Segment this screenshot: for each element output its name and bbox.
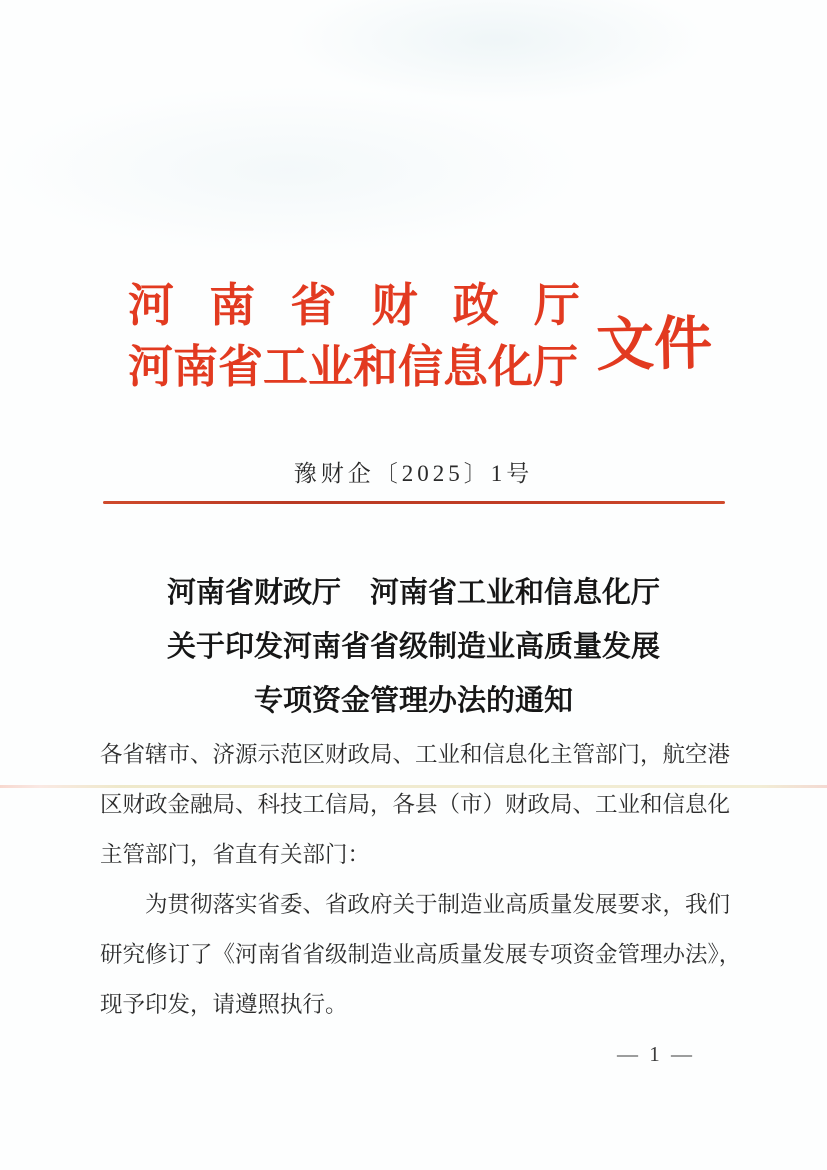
scan-artifact-tint — [0, 0, 827, 260]
addressee-paragraph — [100, 730, 760, 880]
title-line-3: 专项资金管理办法的通知 — [253, 685, 573, 717]
body-line: 各省辖市、济源示范区财政局、工业和信息化主管部门，航空港 — [100, 742, 731, 767]
document-title — [0, 566, 827, 728]
body-line: 研究修订了《河南省省级制造业高质量发展专项资金管理办法》， — [100, 942, 742, 967]
body-line: 现予印发，请遵照执行。 — [100, 992, 348, 1017]
letterhead — [128, 278, 712, 393]
document-body — [100, 730, 760, 1030]
page-number: — 1 — — [617, 1042, 695, 1066]
agency-name-secondary: 河南省工业和信息化厅 — [128, 342, 579, 392]
body-line: 为贯彻落实省委、省政府关于制造业高质量发展要求，我们 — [145, 892, 731, 917]
red-divider-line — [103, 501, 725, 504]
document-number: 豫财企〔2025〕1号 — [293, 461, 534, 486]
document-type-label: 文件 — [595, 310, 713, 378]
title-line-2: 关于印发河南省省级制造业高质量发展 — [166, 631, 660, 663]
agency-names — [128, 278, 580, 393]
agency-name-primary: 河 南 省 财 政 厅 — [128, 280, 580, 331]
title-line-1: 河南省财政厅 河南省工业和信息化厅 — [166, 577, 660, 609]
body-line: 区财政金融局、科技工信局，各县（市）财政局、工业和信息化 — [100, 792, 731, 817]
body-line: 主管部门，省直有关部门： — [100, 842, 371, 867]
notice-paragraph — [100, 880, 760, 1030]
